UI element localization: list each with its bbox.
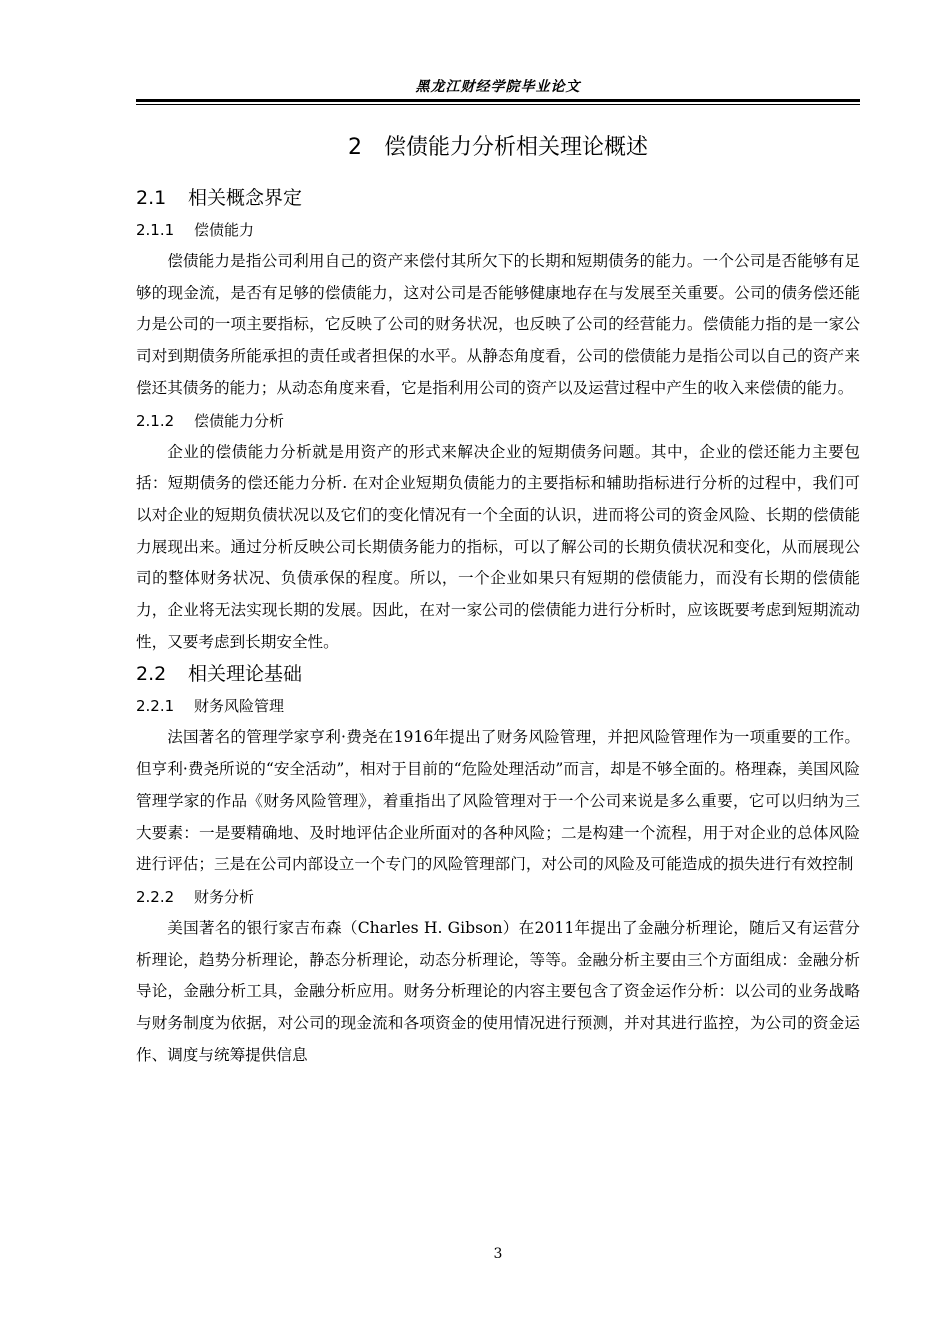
subsection-number: 2.1.1 xyxy=(136,221,175,239)
subsection-title: 财务风险管理 xyxy=(194,697,285,716)
section-title: 相关概念界定 xyxy=(188,187,303,209)
header-rule-thick xyxy=(136,99,860,102)
subsection-heading xyxy=(136,690,860,722)
section-number: 2.1 xyxy=(136,187,167,209)
body-paragraph: 美国著名的银行家吉布森（Charles H. Gibson）在2011年提出了金融分析理论，随后又有运营分析理论，趋势分析理论，静态分析理论，动态分析理论，等等。金融分析主要由三个方面组成：金融分析导论，金融分析工具，金融分析应用。财务分析理论的内容主要包含了资金运作分析：以公司的业务战略与财务制度为依据，对公司的现金流和各项资金的使用情况进行预测，并对其进行监控，为公司的资金运作、调度与统筹提供信息 xyxy=(136,918,860,1064)
subsection-number: 2.1.2 xyxy=(136,411,175,430)
subsection-title: 偿债能力 xyxy=(194,221,255,239)
chapter-title xyxy=(136,128,860,168)
body-paragraph: 偿债能力是指公司利用自己的资产来偿付其所欠下的长期和短期债务的能力。一个公司是否能够有足够的现金流，是否有足够的偿债能力，这对公司是否能够健康地存在与发展至关重要。公司的债务偿还能力是公司的一项主要指标，它反映了公司的财务状况，也反映了公司的经营能力。偿债能力指的是一家公司对到期债务所能承担的责任或者担保的水平。从静态角度看，公司的偿债能力是指公司以自己的资产来偿还其债务的能力；从动态角度来看，它是指利用公司的资产以及运营过程中产生的收入来偿债的能力。 xyxy=(136,252,860,397)
section-heading xyxy=(136,658,860,690)
chapter-title-text: 偿债能力分析相关理论概述 xyxy=(383,135,648,160)
section-title: 相关理论基础 xyxy=(188,663,303,686)
subsection-number: 2.2.2 xyxy=(136,887,175,906)
page-number: 3 xyxy=(493,1246,503,1262)
subsection-title: 偿债能力分析 xyxy=(194,411,285,430)
body-paragraph: 企业的偿债能力分析就是用资产的形式来解决企业的短期债务问题。其中，企业的偿还能力主要包括：短期债务的偿还能力分析. 在对企业短期负债能力的主要指标和辅助指标进行分析的过程中，我们可以对企业的短期负债状况以及它们的变化情况有一个全面的认识，进而将公司的资金风险、长期的偿债能力展现出来。通过分析反映公司长期债务能力的指标，可以了解公司的长期负债状况和变化，从而展现公司的整体财务状况、负债承保的程度。所以，一个企业如果只有短期的偿债能力，而没有长期的偿债能力，企业将无法实现长期的发展。因此，在对一家公司的偿债能力进行分析时，应该既要考虑到短期流动性，又要考虑到长期安全性。 xyxy=(136,442,860,651)
subsection-heading xyxy=(136,881,860,913)
header-rule-thin xyxy=(136,104,860,105)
section-heading xyxy=(136,182,860,214)
body-paragraph: 法国著名的管理学家亨利·费尧在1916年提出了财务风险管理，并把风险管理作为一项重要的工作。但亨利·费尧所说的“安全活动”，相对于目前的“危险处理活动”而言，却是不够全面的。格理森，美国风险管理学家的作品《财务风险管理》，着重指出了风险管理对于一个公司来说是多么重要，它可以归纳为三大要素：一是要精确地、及时地评估企业所面对的各种风险；二是构建一个流程，用于对企业的总体风险进行评估；三是在公司内部设立一个专门的风险管理部门，对公司的风险及可能造成的损失进行有效控制 xyxy=(136,728,860,874)
chapter-number: 2 xyxy=(347,135,362,160)
subsection-number: 2.2.1 xyxy=(136,697,175,716)
subsection-title: 财务分析 xyxy=(194,887,255,906)
document-body xyxy=(136,128,860,1071)
subsection-heading xyxy=(136,405,860,437)
page-header-title: 黑龙江财经学院毕业论文 xyxy=(415,79,581,95)
section-number: 2.2 xyxy=(136,663,167,686)
subsection-heading xyxy=(136,214,860,246)
